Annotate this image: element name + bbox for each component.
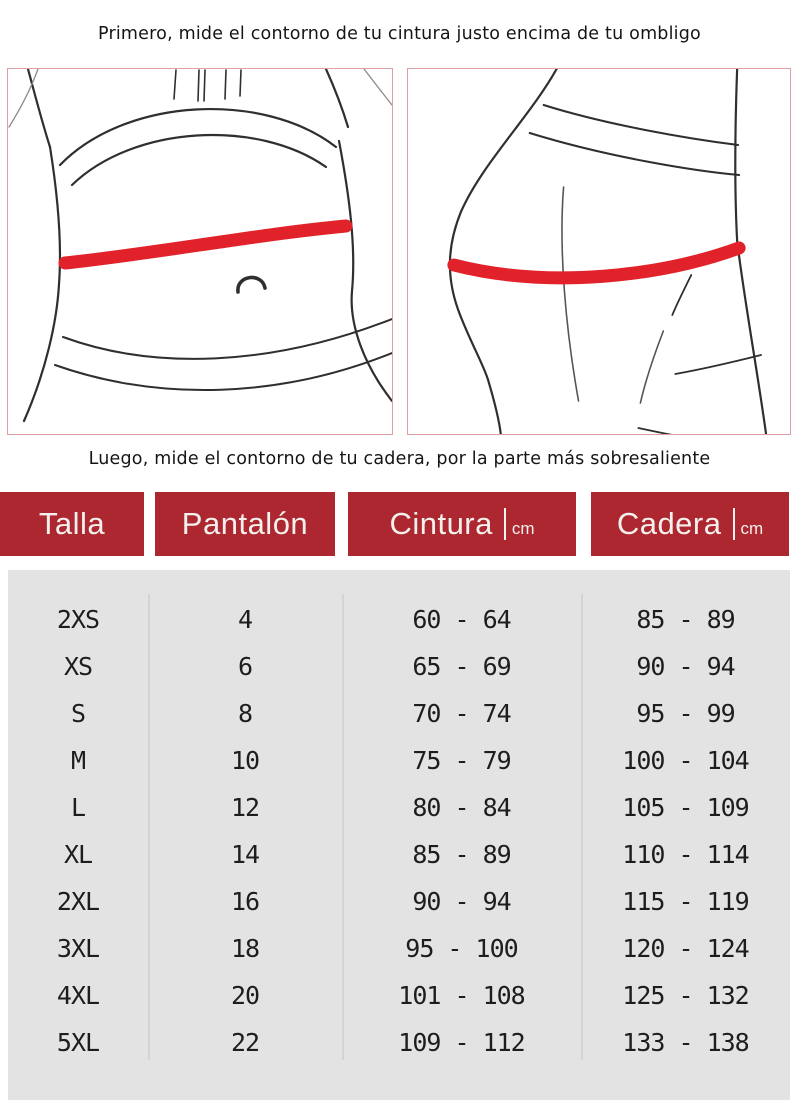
table-row bbox=[8, 596, 790, 643]
table-row bbox=[8, 690, 790, 737]
waistband-upper-line bbox=[63, 319, 392, 359]
table-row bbox=[8, 972, 790, 1019]
bra-band-inner bbox=[72, 135, 326, 185]
cell-pantalon: 4 bbox=[237, 605, 253, 634]
table-row bbox=[8, 643, 790, 690]
bra-band-outer bbox=[60, 109, 336, 165]
shorts-seam-line bbox=[640, 331, 663, 403]
cell-cadera: 100 - 104 bbox=[622, 746, 749, 775]
header-label: Cadera bbox=[616, 506, 722, 541]
cell-cadera: 95 - 99 bbox=[636, 699, 735, 728]
cell-talla: S bbox=[70, 699, 86, 728]
waist-measure-illustration bbox=[7, 68, 393, 435]
column-divider bbox=[148, 594, 150, 1060]
cell-cadera: 85 - 89 bbox=[636, 605, 735, 634]
bra-closure-tick bbox=[198, 70, 199, 101]
cell-pantalon: 14 bbox=[230, 840, 260, 869]
cell-cintura: 80 - 84 bbox=[412, 793, 511, 822]
hip-measuring-band bbox=[454, 248, 739, 278]
torso-side-left bbox=[24, 147, 60, 421]
cell-talla: M bbox=[70, 746, 86, 775]
column-header-pantalon bbox=[155, 492, 335, 556]
cell-pantalon: 6 bbox=[237, 652, 253, 681]
shorts-waistband-upper bbox=[544, 105, 738, 145]
arm-line-right bbox=[364, 69, 392, 105]
cell-talla: XS bbox=[63, 652, 93, 681]
navel bbox=[238, 277, 265, 292]
cell-pantalon: 20 bbox=[230, 981, 260, 1010]
cell-talla: 5XL bbox=[56, 1028, 100, 1057]
cell-talla: XL bbox=[63, 840, 93, 869]
cell-cintura: 90 - 94 bbox=[412, 887, 511, 916]
column-divider bbox=[581, 594, 583, 1060]
cell-pantalon: 12 bbox=[230, 793, 260, 822]
cell-cintura: 70 - 74 bbox=[412, 699, 511, 728]
hip-outline-left bbox=[450, 69, 557, 434]
table-row bbox=[8, 737, 790, 784]
cell-cintura: 60 - 64 bbox=[412, 605, 511, 634]
waist-illustration-svg bbox=[8, 69, 392, 434]
shorts-hem-line bbox=[675, 355, 761, 374]
cell-cintura: 85 - 89 bbox=[412, 840, 511, 869]
bra-closure-tick bbox=[204, 70, 205, 101]
shorts-bottom-seam bbox=[638, 428, 678, 434]
arm-line-left bbox=[9, 69, 38, 127]
unit-divider-bar bbox=[504, 508, 506, 540]
table-row bbox=[8, 1019, 790, 1066]
unit-divider-bar bbox=[733, 508, 735, 540]
bra-closure-tick bbox=[174, 70, 176, 99]
column-header-cintura bbox=[348, 492, 576, 556]
column-divider bbox=[342, 594, 344, 1060]
cell-talla: 4XL bbox=[56, 981, 100, 1010]
bra-strap-right bbox=[326, 69, 348, 127]
header-label: Cintura bbox=[389, 506, 493, 541]
cell-talla: 2XS bbox=[56, 605, 100, 634]
hip-illustration-svg bbox=[408, 69, 790, 434]
table-row bbox=[8, 784, 790, 831]
waist-instruction-text: Primero, mide el contorno de tu cintura justo encima de tu ombligo bbox=[98, 24, 701, 44]
column-header-talla bbox=[0, 492, 144, 556]
cell-cadera: 90 - 94 bbox=[636, 652, 735, 681]
size-table-body bbox=[8, 570, 790, 1100]
cell-pantalon: 22 bbox=[230, 1028, 260, 1057]
cell-cadera: 110 - 114 bbox=[622, 840, 749, 869]
shorts-waistband-lower bbox=[530, 133, 739, 175]
unit-label-cm: cm bbox=[740, 519, 764, 538]
table-row bbox=[8, 878, 790, 925]
cell-talla: 3XL bbox=[56, 934, 100, 963]
unit-label-cm: cm bbox=[511, 519, 535, 538]
bra-closure-tick bbox=[240, 70, 241, 96]
cell-cadera: 115 - 119 bbox=[622, 887, 749, 916]
cell-cintura: 109 - 112 bbox=[398, 1028, 525, 1057]
header-label: Pantalón bbox=[181, 506, 309, 541]
cell-cadera: 120 - 124 bbox=[622, 934, 749, 963]
header-label: Talla bbox=[38, 506, 106, 541]
cell-cintura: 75 - 79 bbox=[412, 746, 511, 775]
hip-measure-illustration bbox=[407, 68, 791, 435]
cell-pantalon: 16 bbox=[230, 887, 260, 916]
waist-measuring-band bbox=[65, 226, 346, 263]
cell-pantalon: 8 bbox=[237, 699, 253, 728]
cell-cadera: 105 - 109 bbox=[622, 793, 749, 822]
cell-pantalon: 18 bbox=[230, 934, 260, 963]
hip-crease-line bbox=[672, 275, 691, 315]
column-header-cadera bbox=[591, 492, 789, 556]
cell-pantalon: 10 bbox=[230, 746, 260, 775]
hip-instruction-text: Luego, mide el contorno de tu cadera, por la parte más sobresaliente bbox=[88, 449, 711, 469]
cell-cintura: 65 - 69 bbox=[412, 652, 511, 681]
table-row bbox=[8, 831, 790, 878]
cell-talla: L bbox=[70, 793, 86, 822]
butt-crease-line bbox=[562, 187, 579, 401]
bra-closure-tick bbox=[225, 70, 226, 99]
cell-cadera: 133 - 138 bbox=[622, 1028, 749, 1057]
bra-strap-left bbox=[28, 69, 50, 147]
cell-cintura: 101 - 108 bbox=[398, 981, 525, 1010]
cell-talla: 2XL bbox=[56, 887, 100, 916]
table-row bbox=[8, 925, 790, 972]
cell-cadera: 125 - 132 bbox=[622, 981, 749, 1010]
cell-cintura: 95 - 100 bbox=[405, 934, 518, 963]
